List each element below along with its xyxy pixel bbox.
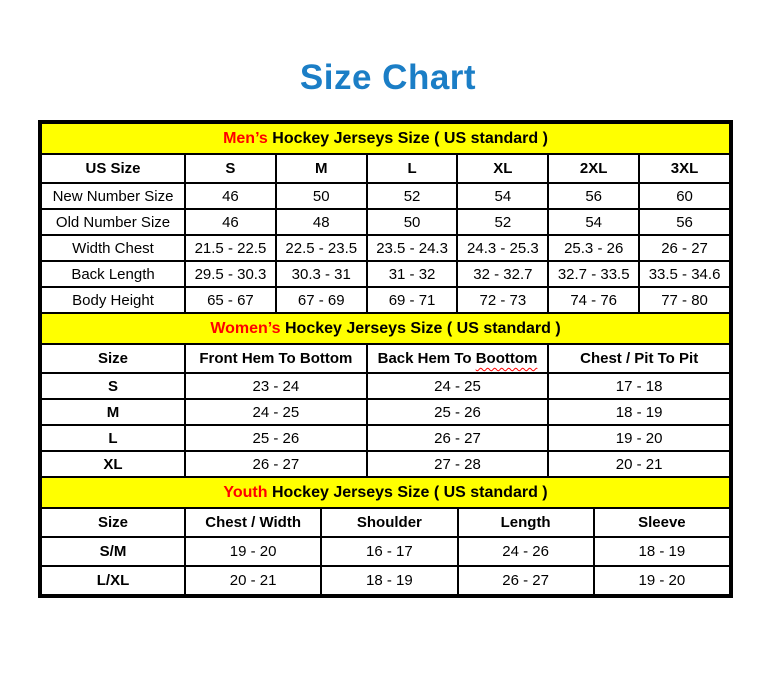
value-cell: 56 xyxy=(639,209,730,235)
value-cell: 50 xyxy=(367,209,458,235)
row-label-cell: Body Height xyxy=(41,287,185,313)
row-label-cell: L/XL xyxy=(41,566,185,595)
table-row xyxy=(41,425,730,451)
value-cell: 52 xyxy=(457,209,548,235)
value-cell: 72 - 73 xyxy=(457,287,548,313)
value-cell: 31 - 32 xyxy=(367,261,458,287)
column-header-cell: Front Hem To Bottom xyxy=(185,344,367,373)
column-header-row xyxy=(41,154,730,183)
value-cell: 54 xyxy=(457,183,548,209)
value-cell: 19 - 20 xyxy=(185,537,321,566)
value-cell: 32.7 - 33.5 xyxy=(548,261,639,287)
table-band-title: Youth Hockey Jerseys Size ( US standard ) xyxy=(41,477,730,508)
value-cell: 29.5 - 30.3 xyxy=(185,261,276,287)
band-accent-word: Women’s xyxy=(210,319,281,337)
mens-size-table xyxy=(40,122,731,314)
table-band-row xyxy=(41,123,730,154)
value-cell: 50 xyxy=(276,183,367,209)
row-label-cell: Width Chest xyxy=(41,235,185,261)
column-header-row xyxy=(41,508,730,537)
value-cell: 25.3 - 26 xyxy=(548,235,639,261)
value-cell: 77 - 80 xyxy=(639,287,730,313)
row-label-cell: New Number Size xyxy=(41,183,185,209)
value-cell: 18 - 19 xyxy=(321,566,457,595)
column-header-cell: XL xyxy=(457,154,548,183)
value-cell: 19 - 20 xyxy=(594,566,730,595)
row-label-cell: Back Length xyxy=(41,261,185,287)
value-cell: 54 xyxy=(548,209,639,235)
row-label-cell: Old Number Size xyxy=(41,209,185,235)
column-header-cell: Length xyxy=(458,508,594,537)
table-band-row xyxy=(41,477,730,508)
value-cell: 17 - 18 xyxy=(548,373,730,399)
value-cell: 74 - 76 xyxy=(548,287,639,313)
womens-size-table xyxy=(40,312,731,478)
row-label-cell: S xyxy=(41,373,185,399)
value-cell: 27 - 28 xyxy=(367,451,549,477)
column-header-cell: S xyxy=(185,154,276,183)
table-row xyxy=(41,235,730,261)
band-accent-word: Youth xyxy=(223,483,268,501)
row-label-cell: S/M xyxy=(41,537,185,566)
row-label-cell: M xyxy=(41,399,185,425)
value-cell: 16 - 17 xyxy=(321,537,457,566)
band-accent-word: Men’s xyxy=(223,129,268,147)
value-cell: 67 - 69 xyxy=(276,287,367,313)
value-cell: 65 - 67 xyxy=(185,287,276,313)
table-row xyxy=(41,537,730,566)
value-cell: 30.3 - 31 xyxy=(276,261,367,287)
table-row xyxy=(41,183,730,209)
value-cell: 24.3 - 25.3 xyxy=(457,235,548,261)
value-cell: 23.5 - 24.3 xyxy=(367,235,458,261)
column-header-cell: Back Hem To Boottom xyxy=(367,344,549,373)
value-cell: 18 - 19 xyxy=(548,399,730,425)
column-header-cell: Shoulder xyxy=(321,508,457,537)
value-cell: 52 xyxy=(367,183,458,209)
column-header-row xyxy=(41,344,730,373)
value-cell: 21.5 - 22.5 xyxy=(185,235,276,261)
size-chart-tables xyxy=(38,120,733,598)
table-row xyxy=(41,209,730,235)
table-row xyxy=(41,287,730,313)
column-header-cell: Size xyxy=(41,508,185,537)
value-cell: 18 - 19 xyxy=(594,537,730,566)
value-cell: 25 - 26 xyxy=(367,399,549,425)
value-cell: 33.5 - 34.6 xyxy=(639,261,730,287)
value-cell: 48 xyxy=(276,209,367,235)
value-cell: 24 - 25 xyxy=(185,399,367,425)
column-header-cell: 3XL xyxy=(639,154,730,183)
table-row xyxy=(41,566,730,595)
value-cell: 46 xyxy=(185,209,276,235)
page-title: Size Chart xyxy=(299,58,477,97)
value-cell: 32 - 32.7 xyxy=(457,261,548,287)
table-row xyxy=(41,373,730,399)
misspelled-word: Boottom xyxy=(475,350,538,367)
column-header-cell: US Size xyxy=(41,154,185,183)
value-cell: 26 - 27 xyxy=(367,425,549,451)
column-header-cell: L xyxy=(367,154,458,183)
value-cell: 24 - 25 xyxy=(367,373,549,399)
row-label-cell: L xyxy=(41,425,185,451)
table-row xyxy=(41,451,730,477)
column-header-cell: Size xyxy=(41,344,185,373)
column-header-cell: Chest / Width xyxy=(185,508,321,537)
row-label-cell: XL xyxy=(41,451,185,477)
column-header-cell: M xyxy=(276,154,367,183)
value-cell: 56 xyxy=(548,183,639,209)
table-row xyxy=(41,261,730,287)
youth-size-table xyxy=(40,476,731,596)
value-cell: 26 - 27 xyxy=(458,566,594,595)
value-cell: 19 - 20 xyxy=(548,425,730,451)
value-cell: 25 - 26 xyxy=(185,425,367,451)
table-band-row xyxy=(41,313,730,344)
value-cell: 69 - 71 xyxy=(367,287,458,313)
value-cell: 26 - 27 xyxy=(639,235,730,261)
table-band-title: Women’s Hockey Jerseys Size ( US standard ) xyxy=(41,313,730,344)
value-cell: 60 xyxy=(639,183,730,209)
table-band-title: Men’s Hockey Jerseys Size ( US standard ) xyxy=(41,123,730,154)
value-cell: 20 - 21 xyxy=(185,566,321,595)
value-cell: 22.5 - 23.5 xyxy=(276,235,367,261)
value-cell: 23 - 24 xyxy=(185,373,367,399)
column-header-cell: Chest / Pit To Pit xyxy=(548,344,730,373)
column-header-cell: 2XL xyxy=(548,154,639,183)
table-row xyxy=(41,399,730,425)
column-header-cell: Sleeve xyxy=(594,508,730,537)
value-cell: 46 xyxy=(185,183,276,209)
value-cell: 20 - 21 xyxy=(548,451,730,477)
value-cell: 24 - 26 xyxy=(458,537,594,566)
value-cell: 26 - 27 xyxy=(185,451,367,477)
